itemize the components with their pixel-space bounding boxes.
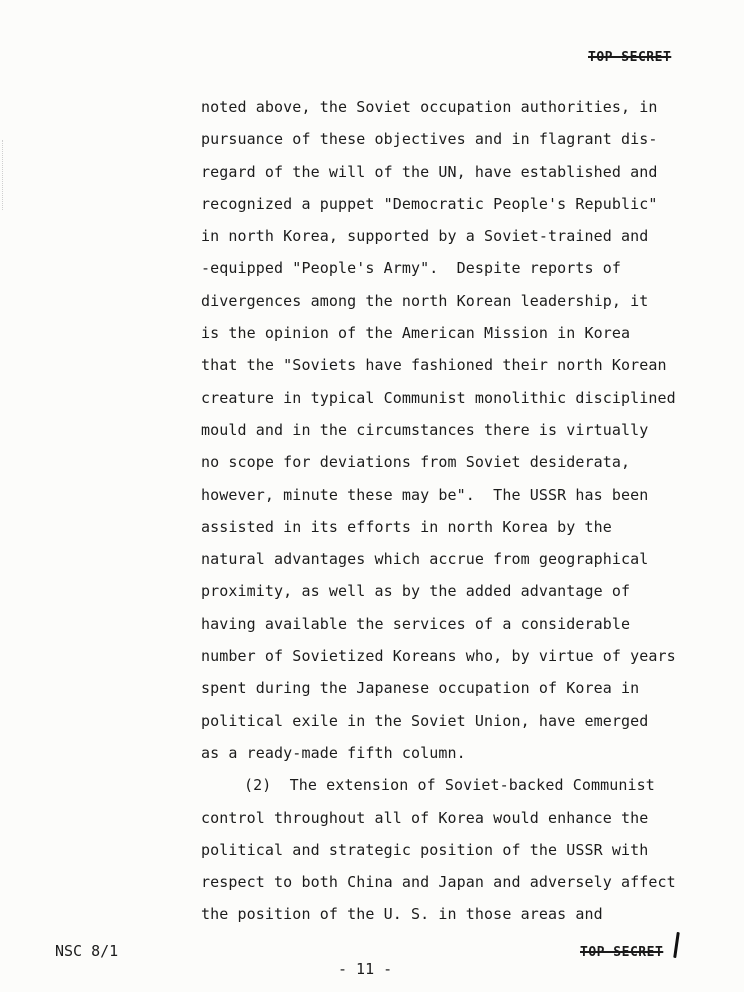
scan-edge-marks (2, 140, 9, 210)
document-id: NSC 8/1 (55, 942, 119, 960)
text-line: pursuance of these objectives and in flagrant dis- (201, 130, 658, 149)
text-line: however, minute these may be". The USSR has been (201, 485, 649, 504)
text-line: the position of the U. S. in those areas and (201, 905, 603, 924)
text-line: political exile in the Soviet Union, have emerged (201, 711, 649, 730)
text-line: no scope for deviations from Soviet desiderata, (201, 453, 631, 472)
text-line: noted above, the Soviet occupation authorities, in (201, 98, 658, 116)
text-line: divergences among the north Korean leadership, it (201, 291, 649, 310)
text-line: spent during the Japanese occupation of Korea in (201, 679, 640, 698)
pen-mark (673, 932, 680, 958)
text-line: (2) The extension of Soviet-backed Communist (244, 776, 655, 795)
body-text (201, 91, 721, 931)
text-line: assisted in its efforts in north Korea by the (201, 517, 612, 536)
text-line: in north Korea, supported by a Soviet-trained and (201, 227, 649, 246)
text-line: creature in typical Communist monolithic disciplined (201, 388, 676, 407)
text-line: control throughout all of Korea would enhance the (201, 808, 649, 827)
text-line: recognized a puppet "Democratic People's Republic" (201, 194, 658, 213)
text-line: that the "Soviets have fashioned their north Korean (201, 356, 667, 375)
text-line: having available the services of a considerable (201, 614, 631, 633)
text-line: respect to both China and Japan and adversely affect (201, 873, 676, 892)
text-line: -equipped "People's Army". Despite reports of (201, 259, 622, 278)
text-line: number of Sovietized Koreans who, by virtue of years (201, 647, 676, 666)
text-line: political and strategic position of the USSR with (201, 840, 649, 859)
classification-header: TOP SECRET (588, 50, 672, 65)
text-line: natural advantages which accrue from geographical (201, 550, 649, 569)
text-line: regard of the will of the UN, have established and (201, 162, 658, 181)
text-line: mould and in the circumstances there is virtually (201, 420, 649, 439)
text-line: is the opinion of the American Mission in Korea (201, 324, 631, 343)
text-line: proximity, as well as by the added advantage of (201, 582, 631, 601)
page-number: - 11 - (338, 960, 393, 978)
text-line: as a ready-made fifth column. (201, 743, 466, 762)
classification-footer: TOP SECRET (580, 945, 664, 960)
